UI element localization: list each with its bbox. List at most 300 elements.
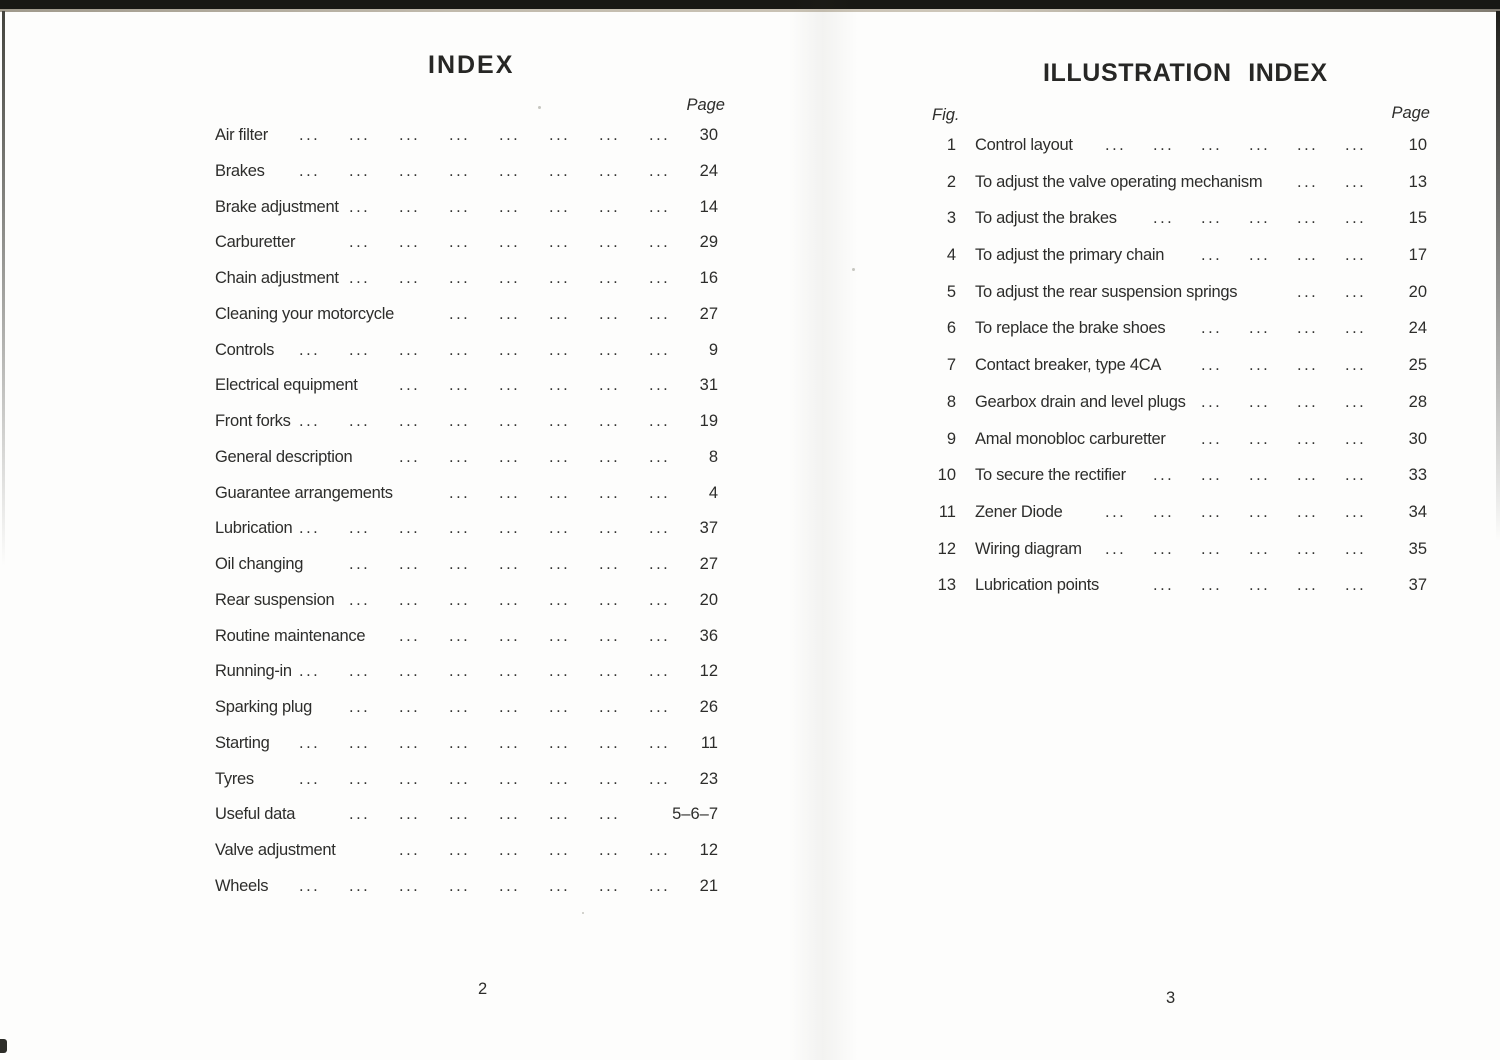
dot-leader: ... bbox=[649, 555, 671, 573]
dot-leader: ... bbox=[599, 269, 621, 287]
figure-number: 13 bbox=[937, 576, 956, 595]
entry-page-number: 28 bbox=[1408, 392, 1427, 411]
dot-leader: ... bbox=[449, 805, 471, 824]
index-row bbox=[215, 440, 718, 476]
dot-leader: ... bbox=[349, 590, 371, 609]
entry-page-number: 4 bbox=[708, 483, 718, 502]
entry-page-number: 19 bbox=[699, 412, 718, 430]
dot-leader: ... bbox=[1153, 539, 1175, 558]
entry-label: Chain adjustment bbox=[215, 269, 339, 287]
dot-leader: ... bbox=[599, 590, 621, 609]
dot-leader: ... bbox=[1249, 209, 1271, 228]
dot-leader: ... bbox=[1249, 576, 1271, 595]
dot-leader: ... bbox=[599, 304, 621, 323]
index-row bbox=[935, 200, 1427, 237]
dot-leader: ... bbox=[1297, 172, 1319, 191]
index-row bbox=[215, 368, 718, 404]
dot-leader: ... bbox=[499, 197, 521, 216]
entry-label: Tyres bbox=[215, 769, 254, 788]
index-row bbox=[935, 421, 1427, 458]
dot-leader: ... bbox=[1345, 172, 1367, 191]
dot-leader: ... bbox=[449, 769, 471, 788]
dot-leader: ... bbox=[349, 197, 371, 216]
figure-number: 7 bbox=[946, 356, 956, 375]
folio-number-left: 2 bbox=[478, 980, 488, 998]
dot-leader: ... bbox=[1345, 209, 1367, 228]
index-row bbox=[215, 118, 718, 154]
entry-page-number: 30 bbox=[1408, 429, 1427, 448]
dot-leader: ... bbox=[599, 805, 621, 824]
page-gutter-shadow bbox=[788, 0, 858, 1060]
entry-page-number: 30 bbox=[699, 126, 718, 144]
index-row bbox=[935, 347, 1427, 384]
dot-leader: ... bbox=[649, 626, 671, 645]
dot-leader: ... bbox=[449, 519, 471, 538]
index-row bbox=[215, 547, 718, 583]
index-row bbox=[215, 190, 718, 226]
index-row bbox=[215, 404, 718, 440]
dot-leader: ... bbox=[399, 340, 421, 359]
index-row bbox=[215, 333, 718, 369]
index-row bbox=[215, 726, 718, 762]
dot-leader: ... bbox=[299, 519, 321, 538]
entry-label: Electrical equipment bbox=[215, 376, 358, 395]
dot-leader: ... bbox=[1249, 392, 1271, 411]
dot-leader: ... bbox=[349, 412, 371, 430]
dot-leader: ... bbox=[449, 376, 471, 395]
dot-leader: ... bbox=[499, 626, 521, 645]
dot-leader: ... bbox=[1153, 209, 1175, 228]
index-row bbox=[935, 310, 1427, 347]
dot-leader: ... bbox=[1297, 392, 1319, 411]
dot-leader: ... bbox=[599, 519, 621, 538]
index-row bbox=[215, 297, 718, 333]
dot-leader: ... bbox=[599, 555, 621, 573]
dot-leader: ... bbox=[1297, 246, 1319, 265]
dot-leader: ... bbox=[1345, 502, 1367, 521]
figure-number: 1 bbox=[946, 136, 956, 154]
dot-leader: ... bbox=[549, 769, 571, 788]
dot-leader: ... bbox=[349, 340, 371, 359]
entry-page-number: 24 bbox=[699, 161, 718, 180]
dot-leader: ... bbox=[649, 126, 671, 144]
dot-leader: ... bbox=[549, 876, 571, 895]
dot-leader: ... bbox=[349, 126, 371, 144]
entry-page-number: 36 bbox=[699, 626, 718, 645]
index-row bbox=[215, 833, 718, 869]
index-row bbox=[935, 457, 1427, 494]
dot-leader: ... bbox=[449, 841, 471, 859]
dot-leader: ... bbox=[1201, 429, 1223, 448]
dot-leader: ... bbox=[399, 161, 421, 180]
dot-leader: ... bbox=[449, 626, 471, 645]
dot-leader: ... bbox=[1201, 466, 1223, 485]
dot-leader: ... bbox=[449, 161, 471, 180]
dot-leader: ... bbox=[1345, 356, 1367, 375]
dot-leader: ... bbox=[599, 483, 621, 502]
dot-leader: ... bbox=[649, 269, 671, 287]
dot-leader: ... bbox=[499, 769, 521, 788]
dot-leader: ... bbox=[449, 269, 471, 287]
dot-leader: ... bbox=[499, 126, 521, 144]
dot-leader: ... bbox=[1201, 136, 1223, 154]
dot-leader: ... bbox=[399, 412, 421, 430]
dot-leader: ... bbox=[1153, 466, 1175, 485]
dot-leader: ... bbox=[299, 161, 321, 180]
entry-page-number: 27 bbox=[699, 555, 718, 573]
dot-leader: ... bbox=[349, 876, 371, 895]
illustration-index-title: ILLUSTRATION INDEX bbox=[1043, 59, 1328, 87]
entry-page-number: 20 bbox=[699, 590, 718, 609]
dot-leader: ... bbox=[1153, 136, 1175, 154]
dot-leader: ... bbox=[599, 340, 621, 359]
dot-leader: ... bbox=[1345, 282, 1367, 301]
dot-leader: ... bbox=[1201, 209, 1223, 228]
dot-leader: ... bbox=[649, 519, 671, 538]
dot-leader: ... bbox=[299, 126, 321, 144]
figure-number: 9 bbox=[946, 429, 956, 448]
dot-leader: ... bbox=[549, 841, 571, 859]
dot-leader: ... bbox=[499, 698, 521, 716]
dot-leader: ... bbox=[649, 590, 671, 609]
dot-leader: ... bbox=[349, 269, 371, 287]
index-title: INDEX bbox=[428, 51, 515, 79]
dot-leader: ... bbox=[449, 197, 471, 216]
dot-leader: ... bbox=[399, 590, 421, 609]
entry-label: Contact breaker, type 4CA bbox=[975, 356, 1162, 375]
entry-label: To adjust the valve operating mechanism bbox=[975, 172, 1263, 191]
dot-leader: ... bbox=[399, 376, 421, 395]
dot-leader: ... bbox=[599, 662, 621, 681]
dot-leader: ... bbox=[499, 590, 521, 609]
figure-number: 12 bbox=[937, 539, 956, 558]
dot-leader: ... bbox=[499, 555, 521, 573]
dot-leader: ... bbox=[499, 412, 521, 430]
scan-corner-mark bbox=[0, 1039, 7, 1053]
dot-leader: ... bbox=[649, 304, 671, 323]
dot-leader: ... bbox=[449, 876, 471, 895]
entry-label: To adjust the primary chain bbox=[975, 246, 1165, 265]
dot-leader: ... bbox=[549, 126, 571, 144]
page-column-header: Page bbox=[686, 96, 725, 114]
dot-leader: ... bbox=[1345, 246, 1367, 265]
entry-label: General description bbox=[215, 447, 353, 466]
figure-number: 4 bbox=[946, 246, 956, 265]
dot-leader: ... bbox=[1297, 466, 1319, 485]
dot-leader: ... bbox=[599, 161, 621, 180]
index-row bbox=[935, 384, 1427, 421]
entry-page-number: 21 bbox=[699, 876, 718, 895]
dot-leader: ... bbox=[549, 555, 571, 573]
entry-label: Running-in bbox=[215, 662, 292, 681]
dot-leader: ... bbox=[1297, 576, 1319, 595]
index-row bbox=[215, 154, 718, 190]
dot-leader: ... bbox=[1249, 319, 1271, 338]
entry-page-number: 26 bbox=[699, 698, 718, 716]
dot-leader: ... bbox=[599, 376, 621, 395]
dot-leader: ... bbox=[349, 698, 371, 716]
dot-leader: ... bbox=[549, 483, 571, 502]
dot-leader: ... bbox=[1297, 429, 1319, 448]
entry-label: Guarantee arrangements bbox=[215, 483, 393, 502]
entry-label: Air filter bbox=[215, 126, 268, 144]
dot-leader: ... bbox=[499, 161, 521, 180]
dot-leader: ... bbox=[1201, 356, 1223, 375]
entry-label: Front forks bbox=[215, 412, 291, 430]
dot-leader: ... bbox=[449, 555, 471, 573]
dot-leader: ... bbox=[599, 412, 621, 430]
figure-number: 11 bbox=[938, 502, 956, 521]
dot-leader: ... bbox=[549, 269, 571, 287]
dot-leader: ... bbox=[649, 197, 671, 216]
dot-leader: ... bbox=[649, 447, 671, 466]
dot-leader: ... bbox=[349, 161, 371, 180]
figure-number: 2 bbox=[946, 172, 956, 191]
dot-leader: ... bbox=[599, 126, 621, 144]
dot-leader: ... bbox=[449, 662, 471, 681]
scan-speck bbox=[852, 268, 855, 271]
entry-page-number: 33 bbox=[1408, 466, 1427, 485]
entry-label: Gearbox drain and level plugs bbox=[975, 392, 1186, 411]
scan-left-edge bbox=[2, 11, 5, 566]
dot-leader: ... bbox=[399, 269, 421, 287]
dot-leader: ... bbox=[1345, 576, 1367, 595]
dot-leader: ... bbox=[549, 412, 571, 430]
dot-leader: ... bbox=[499, 733, 521, 752]
dot-leader: ... bbox=[599, 197, 621, 216]
dot-leader: ... bbox=[1249, 539, 1271, 558]
entry-label: Sparking plug bbox=[215, 698, 313, 716]
entry-label: Useful data bbox=[215, 805, 296, 824]
index-row bbox=[935, 567, 1427, 604]
dot-leader: ... bbox=[599, 626, 621, 645]
index-row bbox=[935, 494, 1427, 531]
dot-leader: ... bbox=[1201, 576, 1223, 595]
index-row bbox=[215, 261, 718, 297]
entry-page-number: 35 bbox=[1408, 539, 1427, 558]
figure-number: 3 bbox=[946, 209, 956, 228]
dot-leader: ... bbox=[1153, 502, 1175, 521]
entry-label: Control layout bbox=[975, 136, 1073, 154]
entry-label: Lubrication points bbox=[975, 576, 1099, 595]
dot-leader: ... bbox=[299, 340, 321, 359]
entry-label: Wheels bbox=[215, 876, 269, 895]
dot-leader: ... bbox=[649, 841, 671, 859]
dot-leader: ... bbox=[399, 519, 421, 538]
index-row bbox=[215, 797, 718, 833]
dot-leader: ... bbox=[549, 161, 571, 180]
dot-leader: ... bbox=[399, 197, 421, 216]
scan-speck bbox=[582, 912, 584, 914]
dot-leader: ... bbox=[1249, 502, 1271, 521]
index-row bbox=[935, 127, 1427, 164]
index-row bbox=[935, 164, 1427, 201]
dot-leader: ... bbox=[449, 733, 471, 752]
entry-label: Oil changing bbox=[215, 555, 304, 573]
scan-right-edge bbox=[1496, 11, 1500, 541]
figure-number: 5 bbox=[946, 282, 956, 301]
dot-leader: ... bbox=[449, 340, 471, 359]
entry-label: To adjust the brakes bbox=[975, 209, 1117, 228]
entry-label: Valve adjustment bbox=[215, 841, 336, 859]
dot-leader: ... bbox=[649, 233, 671, 252]
dot-leader: ... bbox=[449, 698, 471, 716]
figure-number: 10 bbox=[937, 466, 956, 485]
dot-leader: ... bbox=[449, 304, 471, 323]
dot-leader: ... bbox=[1297, 136, 1319, 154]
dot-leader: ... bbox=[499, 841, 521, 859]
dot-leader: ... bbox=[599, 447, 621, 466]
entry-label: Brakes bbox=[215, 161, 265, 180]
dot-leader: ... bbox=[399, 733, 421, 752]
dot-leader: ... bbox=[449, 447, 471, 466]
dot-leader: ... bbox=[499, 483, 521, 502]
dot-leader: ... bbox=[549, 233, 571, 252]
dot-leader: ... bbox=[399, 698, 421, 716]
dot-leader: ... bbox=[649, 340, 671, 359]
dot-leader: ... bbox=[549, 376, 571, 395]
dot-leader: ... bbox=[499, 876, 521, 895]
entry-page-number: 23 bbox=[699, 769, 718, 788]
entry-label: Amal monobloc carburetter bbox=[975, 429, 1166, 448]
index-entries bbox=[215, 118, 718, 905]
dot-leader: ... bbox=[1105, 539, 1127, 558]
entry-page-number: 24 bbox=[1408, 319, 1427, 338]
dot-leader: ... bbox=[1201, 319, 1223, 338]
dot-leader: ... bbox=[1345, 319, 1367, 338]
dot-leader: ... bbox=[599, 769, 621, 788]
fig-column-header: Fig. bbox=[932, 106, 960, 124]
dot-leader: ... bbox=[349, 733, 371, 752]
dot-leader: ... bbox=[549, 626, 571, 645]
index-row bbox=[935, 274, 1427, 311]
entry-label: To secure the rectifier bbox=[975, 466, 1126, 485]
index-row bbox=[215, 583, 718, 619]
dot-leader: ... bbox=[499, 304, 521, 323]
dot-leader: ... bbox=[649, 733, 671, 752]
dot-leader: ... bbox=[449, 483, 471, 502]
index-row bbox=[215, 654, 718, 690]
dot-leader: ... bbox=[399, 769, 421, 788]
entry-label: Routine maintenance bbox=[215, 626, 366, 645]
figure-number: 6 bbox=[946, 319, 956, 338]
entry-page-number: 20 bbox=[1408, 282, 1427, 301]
dot-leader: ... bbox=[399, 841, 421, 859]
entry-label: Carburetter bbox=[215, 233, 296, 252]
dot-leader: ... bbox=[649, 412, 671, 430]
dot-leader: ... bbox=[1201, 392, 1223, 411]
entry-label: Cleaning your motorcycle bbox=[215, 304, 394, 323]
dot-leader: ... bbox=[499, 805, 521, 824]
dot-leader: ... bbox=[299, 876, 321, 895]
dot-leader: ... bbox=[499, 233, 521, 252]
dot-leader: ... bbox=[599, 233, 621, 252]
dot-leader: ... bbox=[649, 698, 671, 716]
dot-leader: ... bbox=[449, 233, 471, 252]
dot-leader: ... bbox=[549, 447, 571, 466]
dot-leader: ... bbox=[1201, 502, 1223, 521]
entry-page-number: 37 bbox=[1408, 576, 1427, 595]
dot-leader: ... bbox=[549, 304, 571, 323]
dot-leader: ... bbox=[499, 376, 521, 395]
dot-leader: ... bbox=[649, 662, 671, 681]
entry-page-number: 9 bbox=[708, 340, 718, 359]
dot-leader: ... bbox=[399, 626, 421, 645]
dot-leader: ... bbox=[649, 769, 671, 788]
dot-leader: ... bbox=[1345, 539, 1367, 558]
index-row bbox=[215, 225, 718, 261]
dot-leader: ... bbox=[1297, 319, 1319, 338]
dot-leader: ... bbox=[349, 769, 371, 788]
index-row bbox=[215, 869, 718, 905]
dot-leader: ... bbox=[599, 876, 621, 895]
entry-label: Brake adjustment bbox=[215, 197, 339, 216]
entry-page-number: 16 bbox=[699, 269, 718, 287]
dot-leader: ... bbox=[549, 340, 571, 359]
entry-page-number: 27 bbox=[699, 304, 718, 323]
entry-page-number: 15 bbox=[1408, 209, 1427, 228]
dot-leader: ... bbox=[349, 233, 371, 252]
dot-leader: ... bbox=[499, 269, 521, 287]
index-row bbox=[215, 476, 718, 512]
entry-page-number: 31 bbox=[699, 376, 718, 395]
dot-leader: ... bbox=[449, 126, 471, 144]
index-row bbox=[215, 511, 718, 547]
dot-leader: ... bbox=[1345, 466, 1367, 485]
scan-top-edge bbox=[0, 0, 1500, 9]
dot-leader: ... bbox=[1201, 539, 1223, 558]
entry-label: Controls bbox=[215, 340, 275, 359]
dot-leader: ... bbox=[1249, 356, 1271, 375]
dot-leader: ... bbox=[299, 733, 321, 752]
dot-leader: ... bbox=[299, 662, 321, 681]
dot-leader: ... bbox=[399, 876, 421, 895]
dot-leader: ... bbox=[299, 412, 321, 430]
page-column-header: Page bbox=[1391, 104, 1430, 122]
folio-number-right: 3 bbox=[1166, 989, 1176, 1007]
index-row bbox=[935, 531, 1427, 568]
dot-leader: ... bbox=[399, 126, 421, 144]
index-row bbox=[215, 690, 718, 726]
illustration-entries bbox=[935, 127, 1427, 604]
entry-page-number: 10 bbox=[1408, 136, 1427, 154]
dot-leader: ... bbox=[1345, 136, 1367, 154]
dot-leader: ... bbox=[599, 698, 621, 716]
dot-leader: ... bbox=[449, 412, 471, 430]
entry-label: Wiring diagram bbox=[975, 539, 1082, 558]
dot-leader: ... bbox=[399, 662, 421, 681]
dot-leader: ... bbox=[1201, 246, 1223, 265]
entry-page-number: 8 bbox=[708, 447, 718, 466]
scan-speck bbox=[538, 106, 541, 109]
entry-page-number: 34 bbox=[1408, 502, 1427, 521]
entry-label: Rear suspension bbox=[215, 590, 335, 609]
dot-leader: ... bbox=[599, 733, 621, 752]
dot-leader: ... bbox=[1345, 392, 1367, 411]
dot-leader: ... bbox=[649, 876, 671, 895]
dot-leader: ... bbox=[1297, 209, 1319, 228]
dot-leader: ... bbox=[349, 519, 371, 538]
entry-label: To replace the brake shoes bbox=[975, 319, 1166, 338]
index-row bbox=[215, 619, 718, 655]
entry-page-number: 13 bbox=[1408, 172, 1427, 191]
dot-leader: ... bbox=[1105, 502, 1127, 521]
dot-leader: ... bbox=[399, 233, 421, 252]
entry-page-number: 12 bbox=[699, 662, 718, 681]
entry-page-number: 25 bbox=[1408, 356, 1427, 375]
entry-page-number: 29 bbox=[699, 233, 718, 252]
figure-number: 8 bbox=[946, 392, 956, 411]
